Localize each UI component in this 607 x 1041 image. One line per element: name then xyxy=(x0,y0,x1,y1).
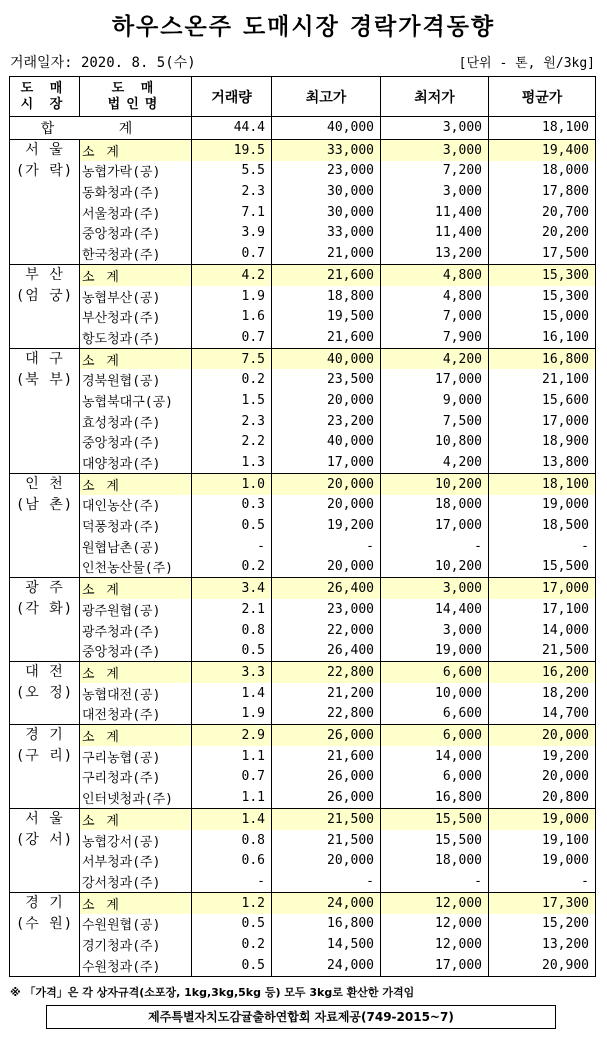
market-name: 인 천 xyxy=(25,475,64,492)
header-avg-price: 평균가 xyxy=(489,77,596,117)
corporation-name: 소 계 xyxy=(80,348,192,369)
header-corp-line1: 도 매 xyxy=(111,80,160,96)
max-price-cell: 21,600 xyxy=(272,746,381,767)
header-max-price: 최고가 xyxy=(272,77,381,117)
header-market-line1: 도 매 xyxy=(20,80,69,96)
table-row xyxy=(10,327,596,348)
max-price-cell: 40,000 xyxy=(272,432,381,453)
subtotal-row xyxy=(10,892,596,913)
max-price-cell: 22,800 xyxy=(272,662,381,683)
volume-cell: 0.3 xyxy=(192,495,272,516)
min-price-cell: 16,800 xyxy=(381,787,489,808)
header-volume: 거래량 xyxy=(192,77,272,117)
volume-cell: 0.8 xyxy=(192,830,272,851)
avg-price-cell: 19,400 xyxy=(489,139,596,160)
total-volume: 44.4 xyxy=(192,117,272,140)
avg-price-cell: 19,000 xyxy=(489,495,596,516)
min-price-cell: 4,200 xyxy=(381,452,489,473)
corporation-name: 소 계 xyxy=(80,578,192,599)
volume-cell: 0.5 xyxy=(192,515,272,536)
min-price-cell: 6,000 xyxy=(381,725,489,746)
corporation-name: 덕풍청과(주) xyxy=(80,515,192,536)
max-price-cell: 19,200 xyxy=(272,515,381,536)
market-district: (강 서) xyxy=(15,832,74,849)
table-row xyxy=(10,536,596,557)
subtotal-row xyxy=(10,725,596,746)
price-table-wrapper xyxy=(9,76,595,977)
min-price-cell: 7,500 xyxy=(381,411,489,432)
max-price-cell: 21,500 xyxy=(272,830,381,851)
corporation-name: 항도청과(주) xyxy=(80,327,192,348)
avg-price-cell: 21,100 xyxy=(489,369,596,390)
corporation-name: 소 계 xyxy=(80,892,192,913)
min-price-cell: 3,000 xyxy=(381,620,489,641)
table-row xyxy=(10,914,596,935)
volume-cell: 3.9 xyxy=(192,223,272,244)
table-row xyxy=(10,767,596,788)
avg-price-cell: 18,500 xyxy=(489,515,596,536)
max-price-cell: 20,000 xyxy=(272,473,381,494)
min-price-cell: 11,400 xyxy=(381,223,489,244)
table-row xyxy=(10,243,596,264)
market-name: 경 기 xyxy=(25,894,64,911)
volume-cell: 0.7 xyxy=(192,327,272,348)
avg-price-cell: 16,800 xyxy=(489,348,596,369)
market-name: 서 울 xyxy=(25,811,64,828)
corporation-name: 동화청과(주) xyxy=(80,181,192,202)
header-market xyxy=(10,77,80,117)
footnote: ※ 「가격」은 각 상자규격(소포장, 1kg,3kg,5kg 등) 모두 3kg로 환산한 가격임 xyxy=(10,986,415,999)
avg-price-cell: 17,500 xyxy=(489,243,596,264)
table-header-row xyxy=(10,77,596,117)
corporation-name: 경북원협(공) xyxy=(80,369,192,390)
max-price-cell: 26,400 xyxy=(272,578,381,599)
table-row xyxy=(10,557,596,578)
min-price-cell: - xyxy=(381,871,489,892)
table-row xyxy=(10,620,596,641)
market-cell xyxy=(10,348,80,473)
volume-cell: - xyxy=(192,871,272,892)
subtotal-row xyxy=(10,809,596,830)
market-cell xyxy=(10,264,80,348)
total-row xyxy=(10,117,596,140)
max-price-cell: 21,000 xyxy=(272,243,381,264)
market-name: 경 기 xyxy=(25,727,64,744)
max-price-cell: 18,800 xyxy=(272,286,381,307)
market-district: (북 부) xyxy=(15,371,74,388)
table-row xyxy=(10,955,596,977)
table-row xyxy=(10,306,596,327)
volume-cell: 0.5 xyxy=(192,955,272,977)
min-price-cell: 17,000 xyxy=(381,369,489,390)
min-price-cell: 10,200 xyxy=(381,557,489,578)
market-cell xyxy=(10,725,80,809)
min-price-cell: 11,400 xyxy=(381,202,489,223)
table-row xyxy=(10,830,596,851)
corporation-name: 농협북대구(공) xyxy=(80,390,192,411)
corporation-name: 대인농산(주) xyxy=(80,495,192,516)
table-row xyxy=(10,704,596,725)
avg-price-cell: 17,000 xyxy=(489,411,596,432)
market-district: (가 락) xyxy=(15,162,74,179)
market-district: (구 리) xyxy=(15,748,74,765)
max-price-cell: 21,500 xyxy=(272,809,381,830)
avg-price-cell: 20,200 xyxy=(489,223,596,244)
header-corp-line2: 법인명 xyxy=(107,96,164,112)
subtotal-row xyxy=(10,139,596,160)
total-label: 합 계 xyxy=(10,117,192,140)
corporation-name: 한국청과(주) xyxy=(80,243,192,264)
avg-price-cell: 19,000 xyxy=(489,809,596,830)
max-price-cell: 16,800 xyxy=(272,914,381,935)
max-price-cell: 26,400 xyxy=(272,640,381,661)
max-price-cell: 30,000 xyxy=(272,181,381,202)
min-price-cell: 17,000 xyxy=(381,955,489,977)
avg-price-cell: 18,900 xyxy=(489,432,596,453)
table-row xyxy=(10,223,596,244)
market-district: (수 원) xyxy=(15,915,74,932)
corporation-name: 대전청과(주) xyxy=(80,704,192,725)
max-price-cell: 23,500 xyxy=(272,369,381,390)
market-district: (오 정) xyxy=(15,685,74,702)
volume-cell: 0.7 xyxy=(192,243,272,264)
volume-cell: 0.7 xyxy=(192,767,272,788)
avg-price-cell: 18,000 xyxy=(489,161,596,182)
avg-price-cell: 19,000 xyxy=(489,850,596,871)
table-row xyxy=(10,411,596,432)
market-cell xyxy=(10,892,80,976)
avg-price-cell: 15,000 xyxy=(489,306,596,327)
min-price-cell: 4,200 xyxy=(381,348,489,369)
volume-cell: 5.5 xyxy=(192,161,272,182)
table-row xyxy=(10,161,596,182)
max-price-cell: 14,500 xyxy=(272,934,381,955)
volume-cell: 7.1 xyxy=(192,202,272,223)
min-price-cell: 7,900 xyxy=(381,327,489,348)
avg-price-cell: 15,600 xyxy=(489,390,596,411)
corporation-name: 인터넷청과(주) xyxy=(80,787,192,808)
corporation-name: 강서청과(주) xyxy=(80,871,192,892)
header-corporation xyxy=(80,77,192,117)
avg-price-cell: 20,000 xyxy=(489,725,596,746)
volume-cell: 0.2 xyxy=(192,369,272,390)
avg-price-cell: 13,800 xyxy=(489,452,596,473)
corporation-name: 소 계 xyxy=(80,264,192,285)
max-price-cell: 40,000 xyxy=(272,348,381,369)
corporation-name: 부산청과(주) xyxy=(80,306,192,327)
table-row xyxy=(10,850,596,871)
avg-price-cell: 14,000 xyxy=(489,620,596,641)
volume-cell: 1.5 xyxy=(192,390,272,411)
table-row xyxy=(10,452,596,473)
min-price-cell: 3,000 xyxy=(381,578,489,599)
header-market-line2: 시 장 xyxy=(20,96,69,112)
min-price-cell: 12,000 xyxy=(381,914,489,935)
avg-price-cell: 17,800 xyxy=(489,181,596,202)
volume-cell: 0.2 xyxy=(192,934,272,955)
avg-price-cell: 17,100 xyxy=(489,599,596,620)
max-price-cell: 20,000 xyxy=(272,390,381,411)
volume-cell: - xyxy=(192,536,272,557)
min-price-cell: 7,200 xyxy=(381,161,489,182)
table-row xyxy=(10,515,596,536)
corporation-name: 중앙청과(주) xyxy=(80,640,192,661)
avg-price-cell: 13,200 xyxy=(489,934,596,955)
volume-cell: 0.2 xyxy=(192,557,272,578)
market-name: 대 전 xyxy=(25,664,64,681)
min-price-cell: 12,000 xyxy=(381,892,489,913)
corporation-name: 서부청과(주) xyxy=(80,850,192,871)
avg-price-cell: 14,700 xyxy=(489,704,596,725)
avg-price-cell: 19,100 xyxy=(489,830,596,851)
corporation-name: 농협부산(공) xyxy=(80,286,192,307)
price-table xyxy=(9,76,596,977)
corporation-name: 경기청과(주) xyxy=(80,934,192,955)
volume-cell: 1.3 xyxy=(192,452,272,473)
avg-price-cell: 15,300 xyxy=(489,286,596,307)
corporation-name: 효성청과(주) xyxy=(80,411,192,432)
corporation-name: 광주원협(공) xyxy=(80,599,192,620)
max-price-cell: - xyxy=(272,871,381,892)
avg-price-cell: 17,000 xyxy=(489,578,596,599)
min-price-cell: 6,600 xyxy=(381,704,489,725)
market-name: 부 산 xyxy=(25,266,64,283)
volume-cell: 0.5 xyxy=(192,914,272,935)
corporation-name: 농협강서(공) xyxy=(80,830,192,851)
table-row xyxy=(10,640,596,661)
corporation-name: 소 계 xyxy=(80,662,192,683)
avg-price-cell: 18,200 xyxy=(489,683,596,704)
volume-cell: 1.2 xyxy=(192,892,272,913)
table-row xyxy=(10,871,596,892)
max-price-cell: 17,000 xyxy=(272,452,381,473)
subtotal-row xyxy=(10,348,596,369)
market-cell xyxy=(10,473,80,577)
table-row xyxy=(10,202,596,223)
volume-cell: 0.5 xyxy=(192,640,272,661)
market-name: 대 구 xyxy=(25,350,64,367)
unit-label: [단위 - 톤, 원/3kg] xyxy=(458,56,595,71)
corporation-name: 구리농협(공) xyxy=(80,746,192,767)
max-price-cell: 23,200 xyxy=(272,411,381,432)
min-price-cell: 13,200 xyxy=(381,243,489,264)
volume-cell: 19.5 xyxy=(192,139,272,160)
volume-cell: 4.2 xyxy=(192,264,272,285)
corporation-name: 중앙청과(주) xyxy=(80,223,192,244)
table-row xyxy=(10,181,596,202)
max-price-cell: 20,000 xyxy=(272,495,381,516)
corporation-name: 인천농산물(주) xyxy=(80,557,192,578)
avg-price-cell: 16,200 xyxy=(489,662,596,683)
avg-price-cell: 20,800 xyxy=(489,787,596,808)
max-price-cell: 20,000 xyxy=(272,850,381,871)
max-price-cell: 26,000 xyxy=(272,725,381,746)
min-price-cell: 15,500 xyxy=(381,830,489,851)
volume-cell: 1.4 xyxy=(192,809,272,830)
min-price-cell: 18,000 xyxy=(381,495,489,516)
market-district: (각 화) xyxy=(15,601,74,618)
min-price-cell: 6,000 xyxy=(381,767,489,788)
max-price-cell: 21,600 xyxy=(272,327,381,348)
volume-cell: 1.1 xyxy=(192,746,272,767)
avg-price-cell: 18,100 xyxy=(489,473,596,494)
min-price-cell: 17,000 xyxy=(381,515,489,536)
avg-price-cell: 15,300 xyxy=(489,264,596,285)
subtotal-row xyxy=(10,662,596,683)
table-row xyxy=(10,369,596,390)
volume-cell: 0.6 xyxy=(192,850,272,871)
avg-price-cell: - xyxy=(489,871,596,892)
corporation-name: 서울청과(주) xyxy=(80,202,192,223)
avg-price-cell: 19,200 xyxy=(489,746,596,767)
min-price-cell: 14,400 xyxy=(381,599,489,620)
min-price-cell: 3,000 xyxy=(381,181,489,202)
max-price-cell: 33,000 xyxy=(272,139,381,160)
avg-price-cell: 15,500 xyxy=(489,557,596,578)
market-cell xyxy=(10,809,80,893)
volume-cell: 3.4 xyxy=(192,578,272,599)
min-price-cell: 10,800 xyxy=(381,432,489,453)
table-row xyxy=(10,599,596,620)
table-row xyxy=(10,683,596,704)
max-price-cell: 19,500 xyxy=(272,306,381,327)
min-price-cell: 18,000 xyxy=(381,850,489,871)
corporation-name: 수원원협(공) xyxy=(80,914,192,935)
corporation-name: 중앙청과(주) xyxy=(80,432,192,453)
table-row xyxy=(10,390,596,411)
corporation-name: 소 계 xyxy=(80,139,192,160)
avg-price-cell: 20,700 xyxy=(489,202,596,223)
market-cell xyxy=(10,139,80,264)
min-price-cell: - xyxy=(381,536,489,557)
avg-price-cell: - xyxy=(489,536,596,557)
corporation-name: 원협남촌(공) xyxy=(80,536,192,557)
volume-cell: 7.5 xyxy=(192,348,272,369)
volume-cell: 2.2 xyxy=(192,432,272,453)
volume-cell: 2.3 xyxy=(192,411,272,432)
max-price-cell: 21,600 xyxy=(272,264,381,285)
table-row xyxy=(10,495,596,516)
min-price-cell: 7,000 xyxy=(381,306,489,327)
market-name: 서 울 xyxy=(25,141,64,158)
max-price-cell: 22,800 xyxy=(272,704,381,725)
min-price-cell: 19,000 xyxy=(381,640,489,661)
table-row xyxy=(10,746,596,767)
min-price-cell: 3,000 xyxy=(381,139,489,160)
subtotal-row xyxy=(10,473,596,494)
total-avg-price: 18,100 xyxy=(489,117,596,140)
page-title: 하우스온주 도매시장 경락가격동향 xyxy=(111,14,496,40)
corporation-name: 대양청과(주) xyxy=(80,452,192,473)
max-price-cell: 24,000 xyxy=(272,892,381,913)
market-district: (남 촌) xyxy=(15,496,74,513)
table-row xyxy=(10,286,596,307)
min-price-cell: 14,000 xyxy=(381,746,489,767)
min-price-cell: 6,600 xyxy=(381,662,489,683)
volume-cell: 0.8 xyxy=(192,620,272,641)
table-row xyxy=(10,432,596,453)
avg-price-cell: 16,100 xyxy=(489,327,596,348)
avg-price-cell: 17,300 xyxy=(489,892,596,913)
corporation-name: 소 계 xyxy=(80,809,192,830)
max-price-cell: 23,000 xyxy=(272,599,381,620)
min-price-cell: 9,000 xyxy=(381,390,489,411)
volume-cell: 1.9 xyxy=(192,704,272,725)
market-cell xyxy=(10,662,80,725)
corporation-name: 농협대전(공) xyxy=(80,683,192,704)
corporation-name: 구리청과(주) xyxy=(80,767,192,788)
avg-price-cell: 20,900 xyxy=(489,955,596,977)
table-row xyxy=(10,787,596,808)
volume-cell: 1.9 xyxy=(192,286,272,307)
avg-price-cell: 21,500 xyxy=(489,640,596,661)
market-district: (엄 궁) xyxy=(15,287,74,304)
max-price-cell: 20,000 xyxy=(272,557,381,578)
volume-cell: 3.3 xyxy=(192,662,272,683)
market-name: 광 주 xyxy=(25,580,64,597)
min-price-cell: 4,800 xyxy=(381,264,489,285)
max-price-cell: 23,000 xyxy=(272,161,381,182)
volume-cell: 1.1 xyxy=(192,787,272,808)
max-price-cell: 21,200 xyxy=(272,683,381,704)
max-price-cell: 26,000 xyxy=(272,787,381,808)
avg-price-cell: 15,200 xyxy=(489,914,596,935)
corporation-name: 광주청과(주) xyxy=(80,620,192,641)
min-price-cell: 10,200 xyxy=(381,473,489,494)
max-price-cell: 26,000 xyxy=(272,767,381,788)
table-row xyxy=(10,934,596,955)
corporation-name: 수원청과(주) xyxy=(80,955,192,977)
volume-cell: 2.1 xyxy=(192,599,272,620)
max-price-cell: 33,000 xyxy=(272,223,381,244)
max-price-cell: 30,000 xyxy=(272,202,381,223)
avg-price-cell: 20,000 xyxy=(489,767,596,788)
volume-cell: 1.6 xyxy=(192,306,272,327)
max-price-cell: 22,000 xyxy=(272,620,381,641)
subtotal-row xyxy=(10,578,596,599)
table-body xyxy=(10,117,596,977)
min-price-cell: 12,000 xyxy=(381,934,489,955)
volume-cell: 1.4 xyxy=(192,683,272,704)
total-max-price: 40,000 xyxy=(272,117,381,140)
trade-date: 거래일자: 2020. 8. 5(수) xyxy=(10,55,196,71)
min-price-cell: 10,000 xyxy=(381,683,489,704)
total-min-price: 3,000 xyxy=(381,117,489,140)
source-credit: 제주특별자치도감귤출하연합회 자료제공(749-2015~7) xyxy=(46,1005,556,1029)
volume-cell: 1.0 xyxy=(192,473,272,494)
corporation-name: 소 계 xyxy=(80,473,192,494)
volume-cell: 2.3 xyxy=(192,181,272,202)
min-price-cell: 15,500 xyxy=(381,809,489,830)
max-price-cell: 24,000 xyxy=(272,955,381,977)
volume-cell: 2.9 xyxy=(192,725,272,746)
market-cell xyxy=(10,578,80,662)
min-price-cell: 4,800 xyxy=(381,286,489,307)
subtotal-row xyxy=(10,264,596,285)
header-min-price: 최저가 xyxy=(381,77,489,117)
corporation-name: 농협가락(공) xyxy=(80,161,192,182)
corporation-name: 소 계 xyxy=(80,725,192,746)
max-price-cell: - xyxy=(272,536,381,557)
